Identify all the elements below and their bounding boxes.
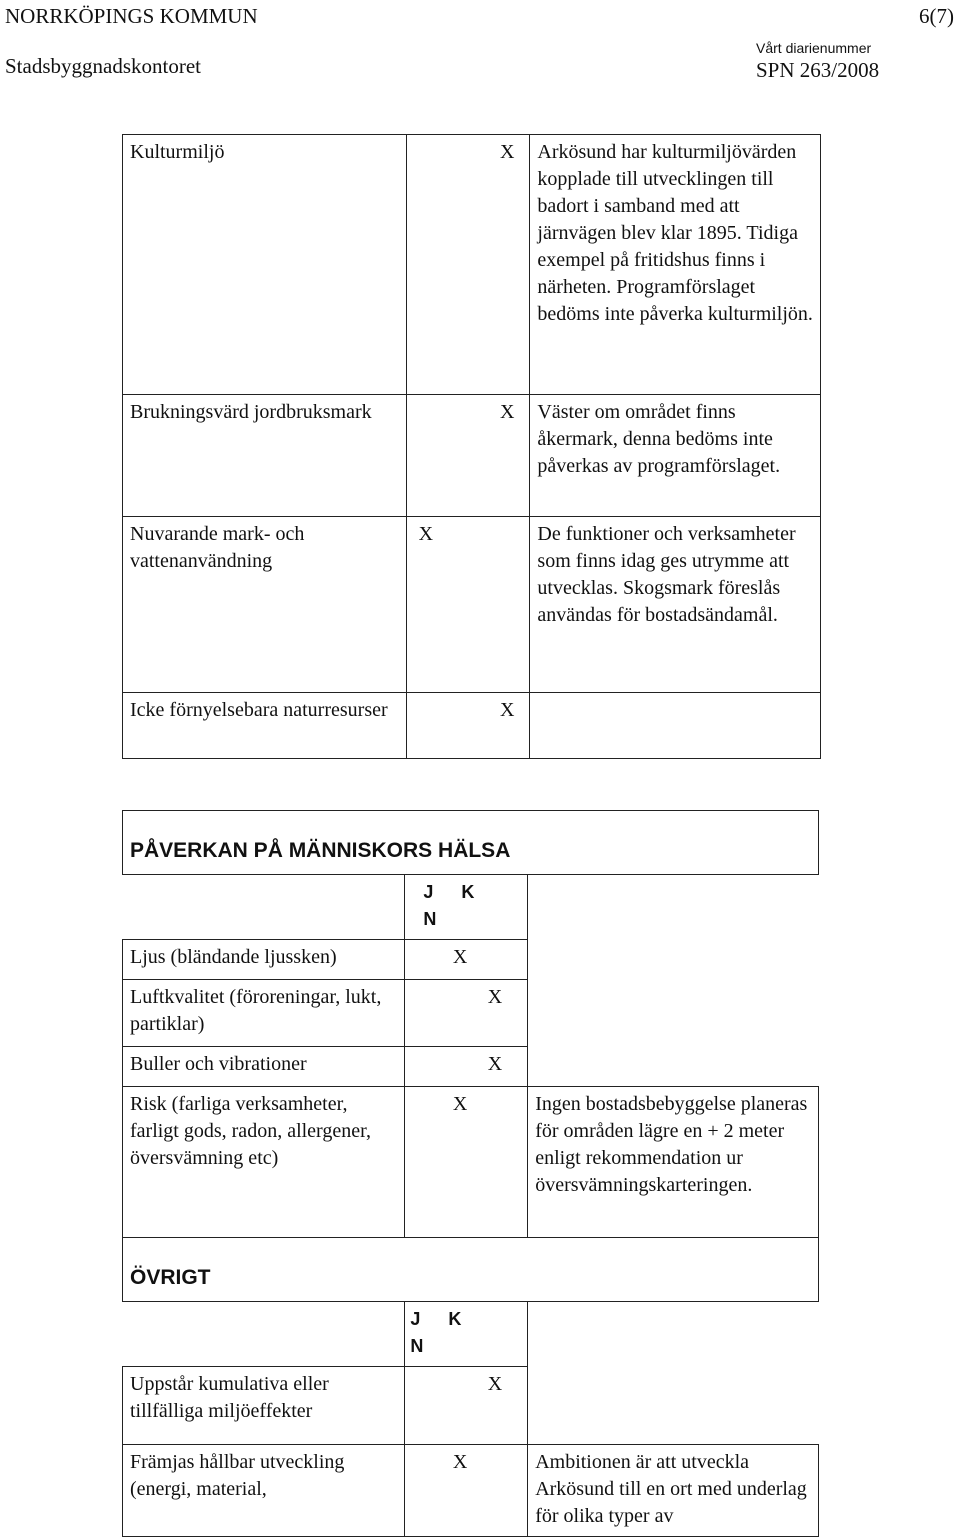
row-comment: Ingen bostadsbebyggelse planeras för områden lägre en + 2 meter enligt rekommendation ur översvämningskarteringen. (528, 1087, 819, 1238)
row-comment (528, 940, 819, 980)
col-n-mark: X (486, 1047, 528, 1087)
row-label: Främjas hållbar utveckling (energi, material, (123, 1445, 405, 1537)
row-label: Icke förnyelsebara naturresurser (123, 693, 407, 759)
col-k-mark (447, 395, 488, 517)
col-j-mark (406, 395, 447, 517)
reference-label: Vårt diarienummer (756, 40, 872, 56)
row-comment: Väster om området finns åkermark, denna bedöms inte påverkas av programförslaget. (530, 395, 821, 517)
col-k-mark: X (445, 1087, 486, 1238)
col-n-mark (486, 1445, 528, 1537)
table-row (123, 940, 819, 980)
reference-number: SPN 263/2008 (756, 58, 880, 82)
table-row (123, 517, 821, 693)
col-k-mark (445, 980, 486, 1047)
jkn-header-row (123, 875, 819, 940)
col-j-mark (405, 1445, 445, 1537)
col-j-mark (405, 1087, 445, 1238)
jkn-header (405, 1302, 528, 1367)
table-row (123, 1047, 819, 1087)
col-j-mark (405, 980, 445, 1047)
col-n-mark (486, 1087, 528, 1238)
row-label: Risk (farliga verksamheter, farligt gods, radon, allergener, översvämning etc) (123, 1087, 405, 1238)
col-n-mark: X (488, 693, 530, 759)
col-n-mark: X (488, 135, 530, 395)
n-heading: N (423, 909, 437, 929)
page-number: 6(7) (919, 4, 954, 28)
section-title-health: PÅVERKAN PÅ MÄNNISKORS HÄLSA (123, 811, 819, 875)
col-j-mark: X (406, 517, 447, 693)
health-table (122, 810, 819, 1537)
k-heading: K (461, 882, 475, 902)
jkn-header (405, 875, 528, 940)
j-heading: J (410, 1309, 421, 1329)
row-comment: Arkösund har kulturmiljövärden kopplade till utvecklingen till badort i samband med att järnvägen blev klar 1895. Tidiga exempel på fritidshus finns i närheten. Programförslaget bedöms inte påverka kulturmiljön. (530, 135, 821, 395)
col-k-mark (447, 693, 488, 759)
section-row (123, 811, 819, 875)
col-k-mark: X (445, 1445, 486, 1537)
col-n-mark: X (486, 1367, 528, 1445)
row-comment (530, 693, 821, 759)
section-title-other: ÖVRIGT (123, 1238, 819, 1302)
jkn-header-row (123, 1302, 819, 1367)
environment-table (122, 134, 821, 759)
row-comment (528, 1367, 819, 1445)
row-comment (528, 1047, 819, 1087)
row-label: Ljus (bländande ljussken) (123, 940, 405, 980)
table-row (123, 1087, 819, 1238)
org-name: NORRKÖPINGS KOMMUN (5, 4, 258, 28)
col-j-mark (405, 940, 445, 980)
col-j-mark (406, 135, 447, 395)
row-comment: Ambitionen är att utveckla Arkösund till en ort med underlag för olika typer av (528, 1445, 819, 1537)
col-n-mark: X (486, 980, 528, 1047)
row-comment: De funktioner och verksamheter som finns idag ges utrymme att utvecklas. Skogsmark föreslås användas för bostadsändamål. (530, 517, 821, 693)
col-n-mark (486, 940, 528, 980)
department: Stadsbyggnadskontoret (5, 54, 201, 78)
table-row (123, 1445, 819, 1537)
col-j-mark (405, 1047, 445, 1087)
table-row (123, 980, 819, 1047)
col-k-mark: X (445, 940, 486, 980)
k-heading: K (448, 1309, 462, 1329)
col-j-mark (405, 1367, 445, 1445)
row-label: Brukningsvärd jordbruksmark (123, 395, 407, 517)
j-heading: J (423, 882, 434, 902)
table-row (123, 1367, 819, 1445)
col-n-mark: X (488, 395, 530, 517)
col-j-mark (406, 693, 447, 759)
row-label: Uppstår kumulativa eller tillfälliga miljöeffekter (123, 1367, 405, 1445)
table-row (123, 693, 821, 759)
table-row (123, 395, 821, 517)
row-label: Buller och vibrationer (123, 1047, 405, 1087)
row-label: Luftkvalitet (föroreningar, lukt, partiklar) (123, 980, 405, 1047)
n-heading: N (410, 1336, 424, 1356)
table-row (123, 135, 821, 395)
section-row (123, 1238, 819, 1302)
row-label: Kulturmiljö (123, 135, 407, 395)
row-label: Nuvarande mark- och vattenanvändning (123, 517, 407, 693)
col-k-mark (445, 1047, 486, 1087)
row-comment (528, 980, 819, 1047)
col-k-mark (445, 1367, 486, 1445)
col-n-mark (488, 517, 530, 693)
col-k-mark (447, 135, 488, 395)
col-k-mark (447, 517, 488, 693)
